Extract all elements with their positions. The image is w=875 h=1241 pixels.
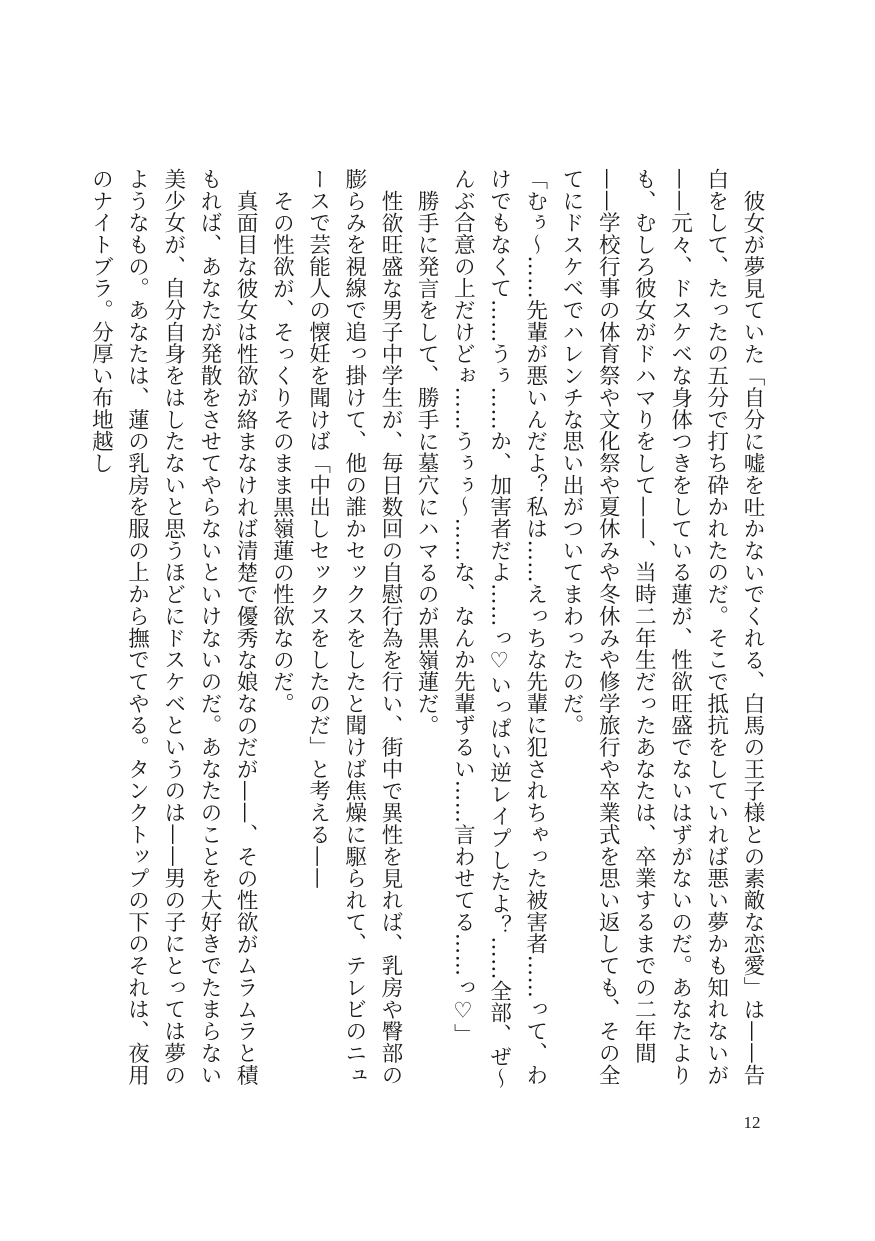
- paragraph: 勝手に発言をして、勝手に墓穴にハマるのが黒嶺蓮だ。: [414, 189, 440, 736]
- page-number: 12: [743, 1113, 761, 1132]
- paragraph: 性欲旺盛な男子中学生が、毎日数回の自慰行為を行い、街中で異性を見れば、乳房や臀部の膨らみを視線で追っ掛けて、他の誰かセックスをしたと聞けば焦燥に駆られて、テレビのニュースで芸能人の懐妊を聞けば「中出しセックスをしたのだ」と考える——: [305, 168, 403, 1086]
- paragraph: その性欲が、そっくりそのまま黒嶺蓮の性欲なのだ。: [269, 189, 295, 714]
- paragraph: 真面目な彼女は性欲が絡まなければ清楚で優秀な娘なのだが——、その性欲がムラムラと積もれば、あなたが発散をさせてやらないといけないのだ。あなたのことを大好きでたまらない美少女が、自分自身をはしたないと思うほどにドスケベというのは——男の子にとっては夢のようなもの。あなたは、蓮の乳房を服の上から撫でてやる。タンクトップの下のそれは、夜用のナイトブラ。分厚い布地越し: [88, 168, 259, 1086]
- paragraph-dialogue: 「むぅ～……先輩が悪いんだよ？私は……えっちな先輩に犯されちゃった被害者……って、わけでもなくて……うぅ……か、加害者だよ……っ♡いっぱい逆レイプしたよ？……全部、ぜ～んぶ合意の上だけどぉ……うぅぅ～……な、なんか先輩ずるい……言わせてる……っ♡」: [450, 168, 548, 1090]
- body-text: [88, 168, 770, 1098]
- paragraph: 彼女が夢見ていた「自分に嘘を吐かないでくれる、白馬の王子様との素敵な恋愛」は——告白をして、たったの五分で打ち砕かれたのだ。そこで抵抗をしていれば悪い夢かも知れないが——元々、ドスケベな身体つきをしている蓮が、性欲旺盛でないはずがないのだ。あなたよりも、むしろ彼女がドハマりをして——、当時二年生だったあなたは、卒業するまでの二年間——学校行事の体育祭や文化祭や夏休みや冬休みや修学旅行や卒業式を思い返しても、その全てにドスケベでハレンチな思い出がついてまわったのだ。: [558, 168, 765, 1086]
